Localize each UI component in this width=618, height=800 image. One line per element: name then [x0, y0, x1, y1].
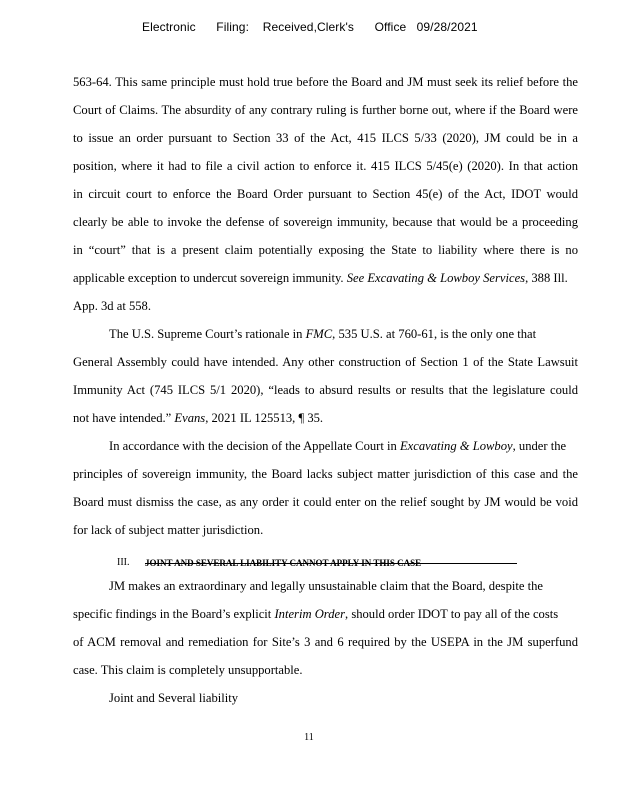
text-line [73, 264, 578, 292]
page-number: 11 [304, 732, 314, 743]
paragraph-supreme-court-rationale [73, 320, 578, 432]
text-line: clearly be able to invoke the defense of sovereign immunity, because that would be a proceeding [73, 215, 578, 229]
section-number: III. [117, 557, 130, 568]
section-title: JOINT AND SEVERAL LIABILITY CANNOT APPLY IN THIS CASE [145, 558, 422, 568]
case-citation: Evans [174, 411, 206, 425]
text-line: of ACM removal and remediation for Site’s 3 and 6 required by the USEPA in the JM superfund [73, 635, 578, 649]
document-body [73, 68, 578, 712]
paragraph-joint-several-liability [73, 684, 578, 712]
text-line [73, 404, 578, 432]
text-line: JM makes an extraordinary and legally unsustainable claim that the Board, despite the [109, 579, 544, 593]
text-line: position, where it had to file a civil action to enforce it. 415 ILCS 5/45(e) (2020). In that action [73, 159, 578, 173]
text-line: App. 3d at 558. [73, 299, 152, 313]
order-title: Interim Order [274, 607, 346, 621]
text-line: Board must dismiss the case, as any order it could enter on the relief sought by JM would be void [73, 495, 578, 509]
text-line [73, 432, 578, 460]
text-line: Joint and Several liability [109, 691, 239, 705]
text-line: case. This claim is completely unsupportable. [73, 663, 303, 677]
text-segment: In accordance with the decision of the Appellate Court in [109, 439, 400, 453]
text-line: to issue an order pursuant to Section 33 of the Act, 415 ILCS 5/33 (2020), JM could be in a [73, 131, 578, 145]
case-citation: FMC [305, 327, 333, 341]
text-line: for lack of subject matter jurisdiction. [73, 523, 264, 537]
text-line [73, 320, 578, 348]
text-segment: , 2021 IL 125513, ¶ 35. [205, 411, 324, 425]
heading-underline [145, 563, 517, 564]
case-citation: Excavating & Lowboy [399, 439, 513, 453]
text-segment: , should order IDOT to pay all of the costs [345, 607, 559, 621]
paragraph-appellate-court-decision [73, 432, 578, 544]
text-line: Court of Claims. The absurdity of any contrary ruling is further borne out, where if the Board were [73, 103, 578, 117]
text-line: principles of sovereign immunity, the Board lacks subject matter jurisdiction of this case and the [73, 467, 578, 481]
text-segment: The U.S. Supreme Court’s rationale in [109, 327, 306, 341]
case-citation: See Excavating & Lowboy Services [346, 271, 526, 285]
efiling-stamp-header: Electronic Filing: Received,Clerk's Office 09/28/2021 [142, 20, 478, 34]
text-line: Immunity Act (745 ILCS 5/1 2020), “leads to absurd results or results that the legislature could [73, 383, 578, 397]
section-heading [73, 544, 578, 572]
text-segment: , 535 U.S. at 760-61, is the only one that [332, 327, 537, 341]
text-line [73, 600, 578, 628]
text-segment: , under the [512, 439, 567, 453]
text-line: 563-64. This same principle must hold true before the Board and JM must seek its relief before the [73, 75, 578, 89]
text-segment: applicable exception to undercut sovereign immunity. [73, 271, 347, 285]
text-line: General Assembly could have intended. Any other construction of Section 1 of the State Lawsuit [73, 355, 578, 369]
text-segment: not have intended.” [73, 411, 175, 425]
text-line: in circuit court to enforce the Board Order pursuant to Section 45(e) of the Act, IDOT would [73, 187, 578, 201]
text-segment: specific findings in the Board’s explicit [73, 607, 275, 621]
text-segment: , 388 Ill. [525, 271, 568, 285]
paragraph-sovereign-immunity-continued [73, 68, 578, 320]
paragraph-joint-several-claim [73, 572, 578, 684]
text-line: in “court” that is a present claim potentially exposing the State to liability where there is no [73, 243, 578, 257]
